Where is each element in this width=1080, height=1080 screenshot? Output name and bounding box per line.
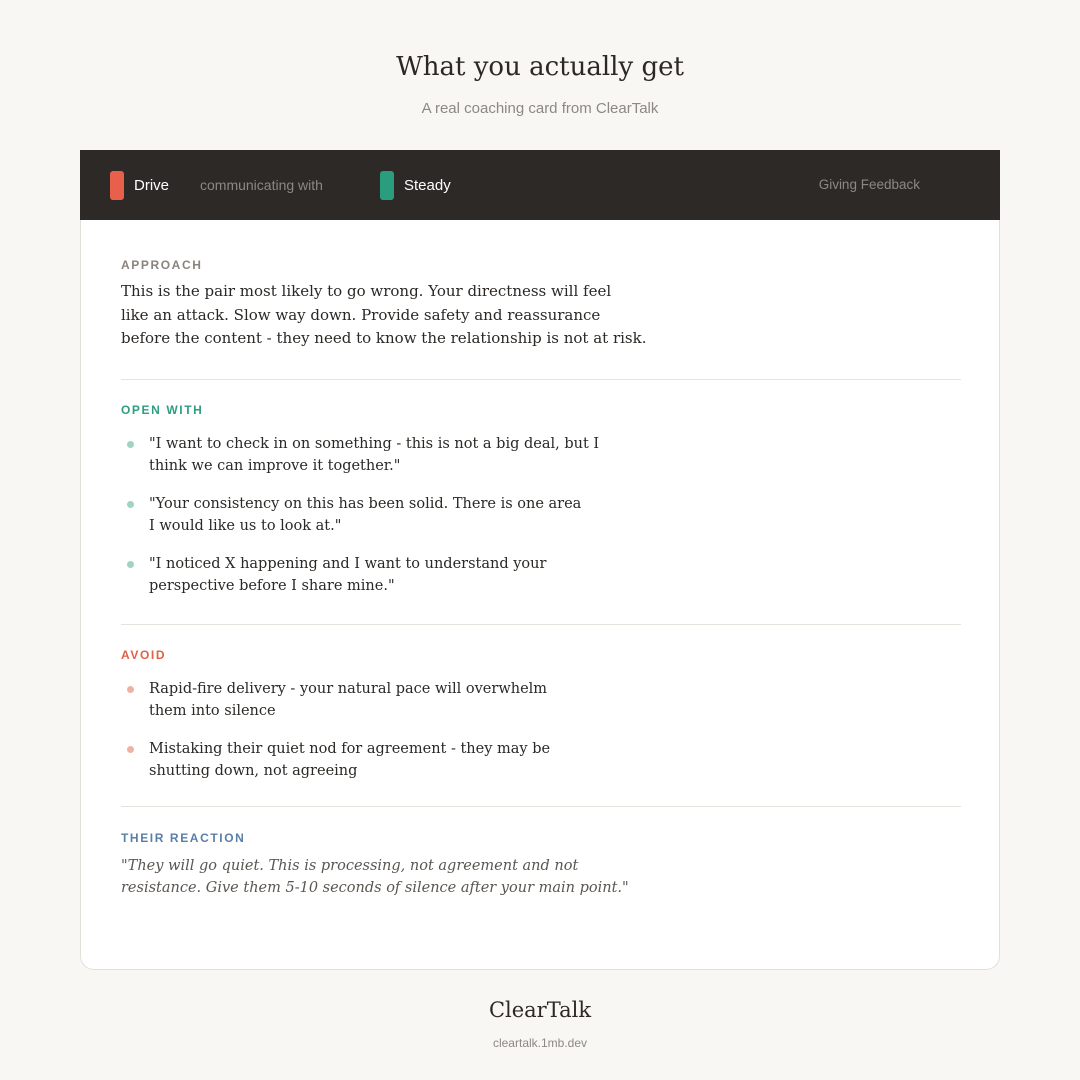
item-line: "Your consistency on this has been solid. There is one area [149,496,582,512]
drive-color-bar [110,171,124,200]
context-label: Giving Feedback [818,177,920,192]
bullet-icon [127,561,134,568]
item-line: Rapid-fire delivery - your natural pace will overwhelm [149,681,548,697]
item-line: Mistaking their quiet nod for agreement - they may be [149,741,551,757]
divider [121,624,961,625]
divider [121,379,961,380]
footer-url[interactable]: cleartalk.1mb.dev [492,1036,588,1050]
reaction-line: "They will go quiet. This is processing, not agreement and not [121,858,579,874]
bullet-icon [127,686,134,693]
approach-label: APPROACH [121,258,203,272]
card-header [80,150,1000,220]
avoid-label: AVOID [121,648,167,662]
item-line: "I noticed X happening and I want to understand your [149,556,547,572]
approach-line: This is the pair most likely to go wrong. Your directness will feel [121,282,612,300]
item-line: "I want to check in on something - this is not a big deal, but I [149,436,600,452]
bullet-icon [127,501,134,508]
item-line: perspective before I share mine." [149,578,395,594]
approach-section [121,258,961,351]
divider [121,806,961,807]
page-title: What you actually get [396,52,684,82]
reaction-label: THEIR REACTION [121,831,246,845]
page-subtitle: A real coaching card from ClearTalk [421,100,659,117]
open-with-label: OPEN WITH [121,403,204,417]
open-with-item [121,493,961,537]
reaction-quote [121,855,961,899]
avoid-item [121,678,961,722]
reaction-line: resistance. Give them 5-10 seconds of silence after your main point." [121,880,629,896]
item-line: them into silence [149,703,276,719]
approach-line: before the content - they need to know the relationship is not at risk. [121,329,647,347]
item-line: think we can improve it together." [149,458,401,474]
approach-line: like an attack. Slow way down. Provide safety and reassurance [121,305,601,324]
footer-brand: ClearTalk [488,998,592,1022]
item-line: I would like us to look at." [149,518,342,534]
avoid-section [121,648,961,782]
steady-color-bar [380,171,394,200]
item-line: shutting down, not agreeing [149,763,358,779]
from-style: Drive [134,177,170,194]
bullet-icon [127,441,134,448]
avoid-item [121,738,961,782]
open-with-item [121,553,961,597]
open-with-item [121,433,961,477]
approach-text [121,280,961,351]
connector-text: communicating with [200,177,323,193]
coaching-card [80,150,1000,970]
open-with-section [121,403,961,597]
reaction-section [121,831,961,899]
to-style: Steady [404,177,451,194]
bullet-icon [127,746,134,753]
